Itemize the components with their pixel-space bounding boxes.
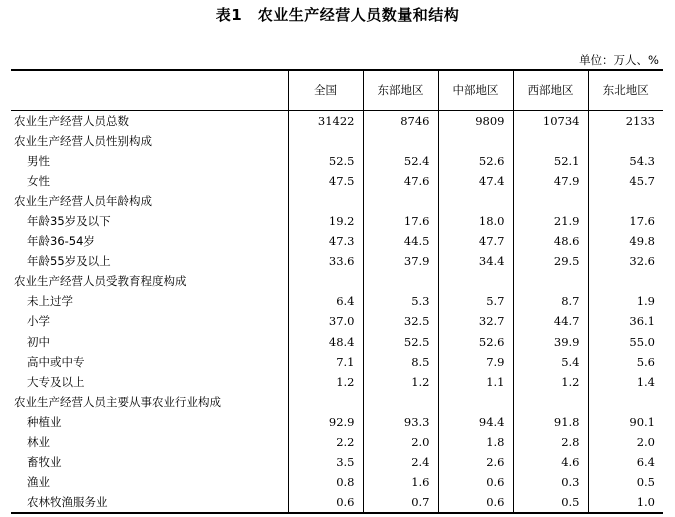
table-cell xyxy=(588,131,663,151)
table-row xyxy=(11,291,663,311)
table-cell: 18.0 xyxy=(438,211,513,231)
row-label: 林业 xyxy=(27,435,50,450)
table-cell: 1.2 xyxy=(288,372,363,392)
table-cell: 5.3 xyxy=(363,291,438,311)
table-cell: 21.9 xyxy=(513,211,588,231)
row-label: 农业生产经营人员受教育程度构成 xyxy=(14,274,187,289)
table-cell: 48.4 xyxy=(288,332,363,352)
table-row xyxy=(11,251,663,271)
row-label: 年龄55岁及以上 xyxy=(27,254,111,269)
table-cell: 5.4 xyxy=(513,352,588,372)
table-cell xyxy=(363,271,438,291)
table-cell: 10734 xyxy=(513,110,588,131)
column-header: 东部地区 xyxy=(363,70,438,110)
column-header: 全国 xyxy=(288,70,363,110)
table-row xyxy=(11,472,663,492)
table-cell: 6.4 xyxy=(588,452,663,472)
table-cell: 32.5 xyxy=(363,311,438,331)
table-cell: 0.3 xyxy=(513,472,588,492)
table-row xyxy=(11,452,663,472)
table-cell: 52.6 xyxy=(438,151,513,171)
table-cell xyxy=(513,271,588,291)
table-cell: 34.4 xyxy=(438,251,513,271)
table-cell: 47.6 xyxy=(363,171,438,191)
statistics-table xyxy=(11,69,663,514)
table-cell xyxy=(363,392,438,412)
table-row xyxy=(11,412,663,432)
table-cell xyxy=(513,131,588,151)
table-cell: 1.6 xyxy=(363,472,438,492)
table-cell: 5.6 xyxy=(588,352,663,372)
table-cell xyxy=(288,271,363,291)
table-cell: 0.8 xyxy=(288,472,363,492)
table-cell: 44.5 xyxy=(363,231,438,251)
table-cell xyxy=(363,131,438,151)
table-cell xyxy=(588,191,663,211)
table-cell: 29.5 xyxy=(513,251,588,271)
table-cell xyxy=(438,131,513,151)
table-cell: 1.2 xyxy=(363,372,438,392)
table-cell: 6.4 xyxy=(288,291,363,311)
table-cell: 31422 xyxy=(288,110,363,131)
section-row xyxy=(11,392,663,412)
table-cell: 0.6 xyxy=(288,492,363,513)
row-label: 渔业 xyxy=(27,475,50,490)
table-cell: 2.4 xyxy=(363,452,438,472)
row-label: 高中或中专 xyxy=(27,354,85,369)
row-label: 农林牧渔服务业 xyxy=(11,492,288,513)
row-label: 小学 xyxy=(27,314,50,329)
table-cell: 1.8 xyxy=(438,432,513,452)
column-header: 中部地区 xyxy=(438,70,513,110)
row-label: 年龄35岁及以下 xyxy=(27,214,111,229)
row-label: 农业生产经营人员总数 xyxy=(14,113,129,128)
table-cell xyxy=(363,191,438,211)
table-row xyxy=(11,332,663,352)
row-label: 畜牧业 xyxy=(27,455,62,470)
table-cell: 5.7 xyxy=(438,291,513,311)
table-cell: 52.6 xyxy=(438,332,513,352)
table-body xyxy=(11,110,663,513)
table-cell: 2.8 xyxy=(513,432,588,452)
row-label: 农业生产经营人员年龄构成 xyxy=(14,193,152,208)
table-cell xyxy=(288,131,363,151)
table-cell: 37.0 xyxy=(288,311,363,331)
table-cell: 17.6 xyxy=(363,211,438,231)
table-cell: 2.0 xyxy=(363,432,438,452)
row-label: 种植业 xyxy=(27,414,62,429)
table-cell: 47.7 xyxy=(438,231,513,251)
table-cell: 36.1 xyxy=(588,311,663,331)
table-row xyxy=(11,211,663,231)
table-cell: 4.6 xyxy=(513,452,588,472)
header-blank xyxy=(11,70,288,110)
table-cell xyxy=(288,392,363,412)
table-cell: 0.6 xyxy=(438,492,513,513)
table-cell: 1.4 xyxy=(588,372,663,392)
table-cell: 92.9 xyxy=(288,412,363,432)
table-cell: 8.7 xyxy=(513,291,588,311)
table-cell: 2.6 xyxy=(438,452,513,472)
table-cell xyxy=(438,392,513,412)
table-cell: 1.9 xyxy=(588,291,663,311)
table-cell: 37.9 xyxy=(363,251,438,271)
table-cell: 2.0 xyxy=(588,432,663,452)
table-cell: 33.6 xyxy=(288,251,363,271)
table-cell xyxy=(513,392,588,412)
table-cell: 32.7 xyxy=(438,311,513,331)
table-cell: 3.5 xyxy=(288,452,363,472)
table-cell: 1.0 xyxy=(588,492,663,513)
table-cell: 1.1 xyxy=(438,372,513,392)
table-cell: 45.7 xyxy=(588,171,663,191)
table-cell: 49.8 xyxy=(588,231,663,251)
table-cell: 47.4 xyxy=(438,171,513,191)
row-label: 农业生产经营人员性别构成 xyxy=(14,133,152,148)
table-row xyxy=(11,231,663,251)
row-label: 女性 xyxy=(27,173,50,188)
table-row xyxy=(11,432,663,452)
table-cell: 9809 xyxy=(438,110,513,131)
row-label: 未上过学 xyxy=(27,294,73,309)
table-cell: 48.6 xyxy=(513,231,588,251)
table-cell: 17.6 xyxy=(588,211,663,231)
table-cell: 0.7 xyxy=(363,492,438,513)
table-cell: 0.6 xyxy=(438,472,513,492)
table-cell xyxy=(513,191,588,211)
column-header: 西部地区 xyxy=(513,70,588,110)
row-label: 年龄36-54岁 xyxy=(27,234,95,249)
table-cell: 39.9 xyxy=(513,332,588,352)
section-row xyxy=(11,191,663,211)
table-cell: 7.1 xyxy=(288,352,363,372)
table-cell: 94.4 xyxy=(438,412,513,432)
table-cell: 52.4 xyxy=(363,151,438,171)
row-label: 农业生产经营人员主要从事农业行业构成 xyxy=(14,394,221,409)
table-cell: 2.2 xyxy=(288,432,363,452)
table-cell: 91.8 xyxy=(513,412,588,432)
table-cell: 52.1 xyxy=(513,151,588,171)
table-cell xyxy=(438,191,513,211)
table-cell: 90.1 xyxy=(588,412,663,432)
unit-note: 单位：万人、% xyxy=(579,53,659,67)
table-cell xyxy=(288,191,363,211)
table-cell: 8746 xyxy=(363,110,438,131)
table-cell: 2133 xyxy=(588,110,663,131)
table-title: 表1 农业生产经营人员数量和结构 xyxy=(215,6,460,24)
table-cell: 8.5 xyxy=(363,352,438,372)
table-cell: 47.9 xyxy=(513,171,588,191)
table-cell: 55.0 xyxy=(588,332,663,352)
section-row xyxy=(11,271,663,291)
table-cell: 93.3 xyxy=(363,412,438,432)
table-cell: 54.3 xyxy=(588,151,663,171)
section-row xyxy=(11,131,663,151)
row-label: 男性 xyxy=(27,153,50,168)
table-row xyxy=(11,171,663,191)
table-row xyxy=(11,492,663,513)
table-cell: 19.2 xyxy=(288,211,363,231)
table-cell xyxy=(588,271,663,291)
table-cell: 47.3 xyxy=(288,231,363,251)
table-cell xyxy=(588,392,663,412)
column-header: 东北地区 xyxy=(588,70,663,110)
table-row xyxy=(11,352,663,372)
table-row xyxy=(11,372,663,392)
table-cell: 47.5 xyxy=(288,171,363,191)
table-cell: 52.5 xyxy=(363,332,438,352)
table-cell: 52.5 xyxy=(288,151,363,171)
table-cell xyxy=(438,271,513,291)
table-row xyxy=(11,311,663,331)
row-label: 初中 xyxy=(27,334,50,349)
table-cell: 0.5 xyxy=(588,472,663,492)
table-cell: 1.2 xyxy=(513,372,588,392)
section-row xyxy=(11,110,663,131)
row-label: 大专及以上 xyxy=(27,374,85,389)
table-cell: 32.6 xyxy=(588,251,663,271)
table-row xyxy=(11,151,663,171)
table-cell: 0.5 xyxy=(513,492,588,513)
header-row xyxy=(11,70,663,110)
table-cell: 44.7 xyxy=(513,311,588,331)
table-cell: 7.9 xyxy=(438,352,513,372)
